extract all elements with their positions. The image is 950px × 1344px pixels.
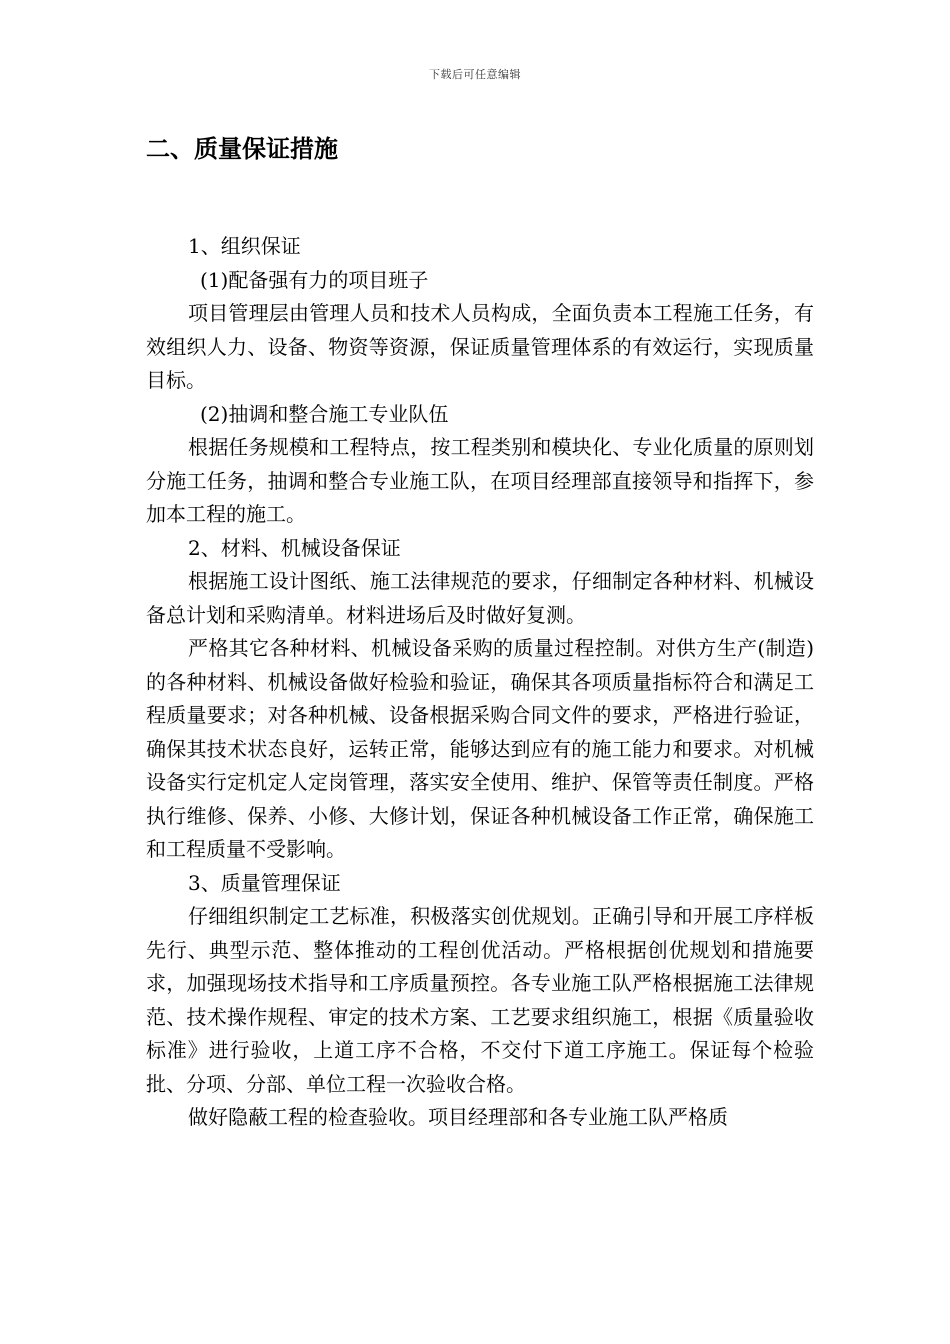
page-title: 二、质量保证措施 xyxy=(146,135,338,163)
paragraph: 仔细组织制定工艺标准，积极落实创优规划。正确引导和开展工序样板先行、典型示范、整体推动的工程创优活动。严格根据创优规划和措施要求，加强现场技术指导和工序质量预控。各专业施工队严格根据施工法律规范、技术操作规程、审定的技术方案、工艺要求组织施工，根据《质量验收标准》进行验收，上道工序不合格，不交付下道工序施工。保证每个检验批、分项、分部、单位工程一次验收合格。 xyxy=(146,904,814,1096)
paragraph: 根据施工设计图纸、施工法律规范的要求，仔细制定各种材料、机械设备总计划和采购清单。材料进场后及时做好复测。 xyxy=(146,569,814,627)
paragraph: 严格其它各种材料、机械设备采购的质量过程控制。对供方生产(制造)的各种材料、机械设备做好检验和验证，确保其各项质量指标符合和满足工程质量要求；对各种机械、设备根据采购合同文件的要求，严格进行验证，确保其技术状态良好，运转正常，能够达到应有的施工能力和要求。对机械设备实行定机定人定岗管理，落实安全使用、维护、保管等责任制度。严格执行维修、保养、小修、大修计划，保证各种机械设备工作正常，确保施工和工程质量不受影响。 xyxy=(146,636,814,861)
paragraph: 项目管理层由管理人员和技术人员构成，全面负责本工程施工任务，有效组织人力、设备、物资等资源，保证质量管理体系的有效运行，实现质量目标。 xyxy=(146,301,814,392)
subsection-heading-construction-teams: (2)抽调和整合施工专业队伍 xyxy=(200,401,449,426)
section-heading-materials-equipment: 2、材料、机械设备保证 xyxy=(188,535,401,560)
subsection-heading-project-team: (1)配备强有力的项目班子 xyxy=(200,267,429,292)
section-heading-organization: 1、组织保证 xyxy=(188,234,301,258)
section-heading-quality-management: 3、质量管理保证 xyxy=(188,870,341,895)
paragraph: 根据任务规模和工程特点，按工程类别和模块化、专业化质量的原则划分施工任务，抽调和整合专业施工队，在项目经理部直接领导和指挥下，参加本工程的施工。 xyxy=(146,435,814,526)
paragraph: 做好隐蔽工程的检查验收。项目经理部和各专业施工队严格质 xyxy=(188,1105,728,1129)
page-header-note: 下载后可任意编辑 xyxy=(429,68,521,81)
document-body xyxy=(146,230,814,1135)
